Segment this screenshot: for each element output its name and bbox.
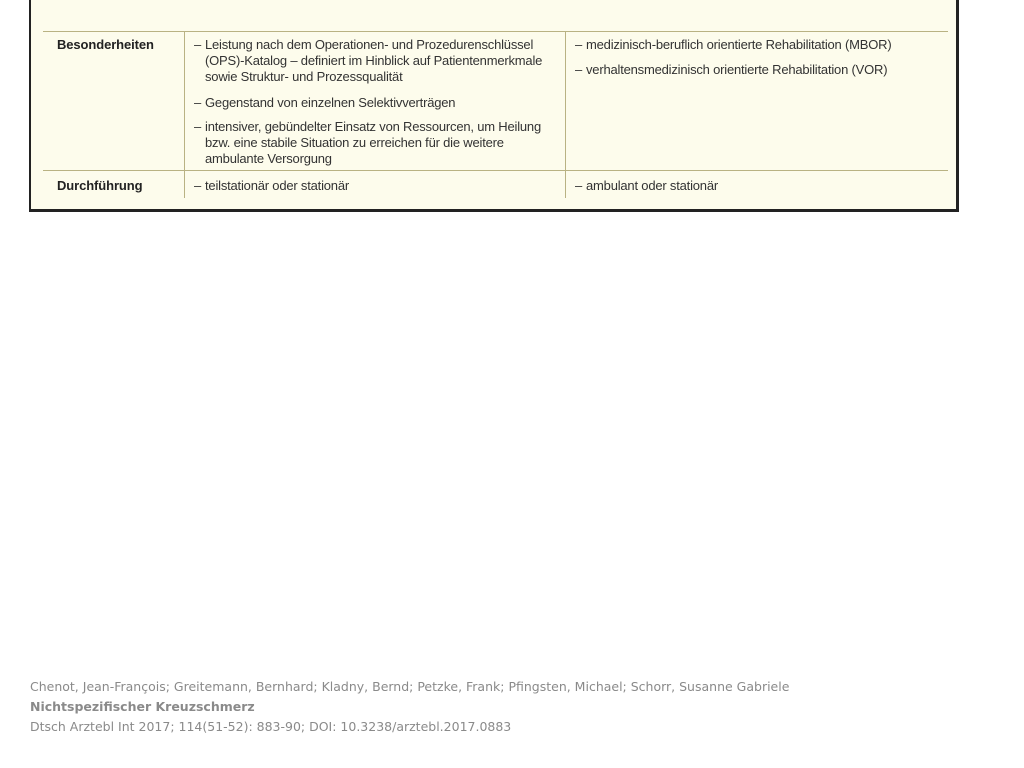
list-item-text: intensiver, gebündelter Einsatz von Ressourcen, um Heilung bzw. eine stabile Situation zu erreichen für die weitere ambulante Versorgung	[205, 119, 541, 166]
table-rule-middle	[43, 170, 948, 171]
row-header-durchfuehrung: Durchführung	[57, 178, 143, 193]
table-column-divider-1	[184, 31, 185, 198]
list-item-text: teilstationär oder stationär	[205, 178, 349, 193]
list-item	[194, 178, 560, 194]
citation-authors: Chenot, Jean-François; Greitemann, Bernhard; Kladny, Bernd; Petzke, Frank; Pfingsten, Michael; Schorr, Susanne Gabriele	[30, 679, 790, 694]
dash-marker: –	[194, 95, 202, 110]
list-item	[194, 119, 560, 167]
list-item-text: Gegenstand von einzelnen Selektivverträgen	[205, 95, 456, 110]
list-item-text: ambulant oder stationär	[586, 178, 718, 193]
list-item-text: medizinisch-beruflich orientierte Rehabilitation (MBOR)	[586, 37, 892, 52]
dash-marker: –	[194, 37, 202, 52]
citation	[30, 677, 789, 737]
dash-marker: –	[575, 178, 583, 193]
list-item-text: Leistung nach dem Operationen- und Prozedurenschlüssel (OPS)-Katalog – definiert im Hinblick auf Patientenmerkmale sowie Struktur- und Prozessqualität	[205, 37, 543, 84]
list-item-text: verhaltensmedizinisch orientierte Rehabilitation (VOR)	[586, 62, 888, 77]
citation-title: Nichtspezifischer Kreuzschmerz	[30, 699, 255, 714]
citation-source: Dtsch Arztebl Int 2017; 114(51-52): 883-90; DOI: 10.3238/arztebl.2017.0883	[30, 719, 512, 734]
row-header-besonderheiten: Besonderheiten	[57, 37, 154, 52]
list-item	[575, 37, 945, 53]
list-item	[575, 62, 945, 78]
dash-marker: –	[575, 62, 583, 77]
dash-marker: –	[194, 178, 202, 193]
list-item	[575, 178, 945, 194]
list-item	[194, 37, 566, 85]
comparison-table	[29, 0, 959, 212]
list-item	[194, 95, 566, 111]
dash-marker: –	[575, 37, 583, 52]
table-rule-top	[43, 31, 948, 32]
dash-marker: –	[194, 119, 202, 134]
